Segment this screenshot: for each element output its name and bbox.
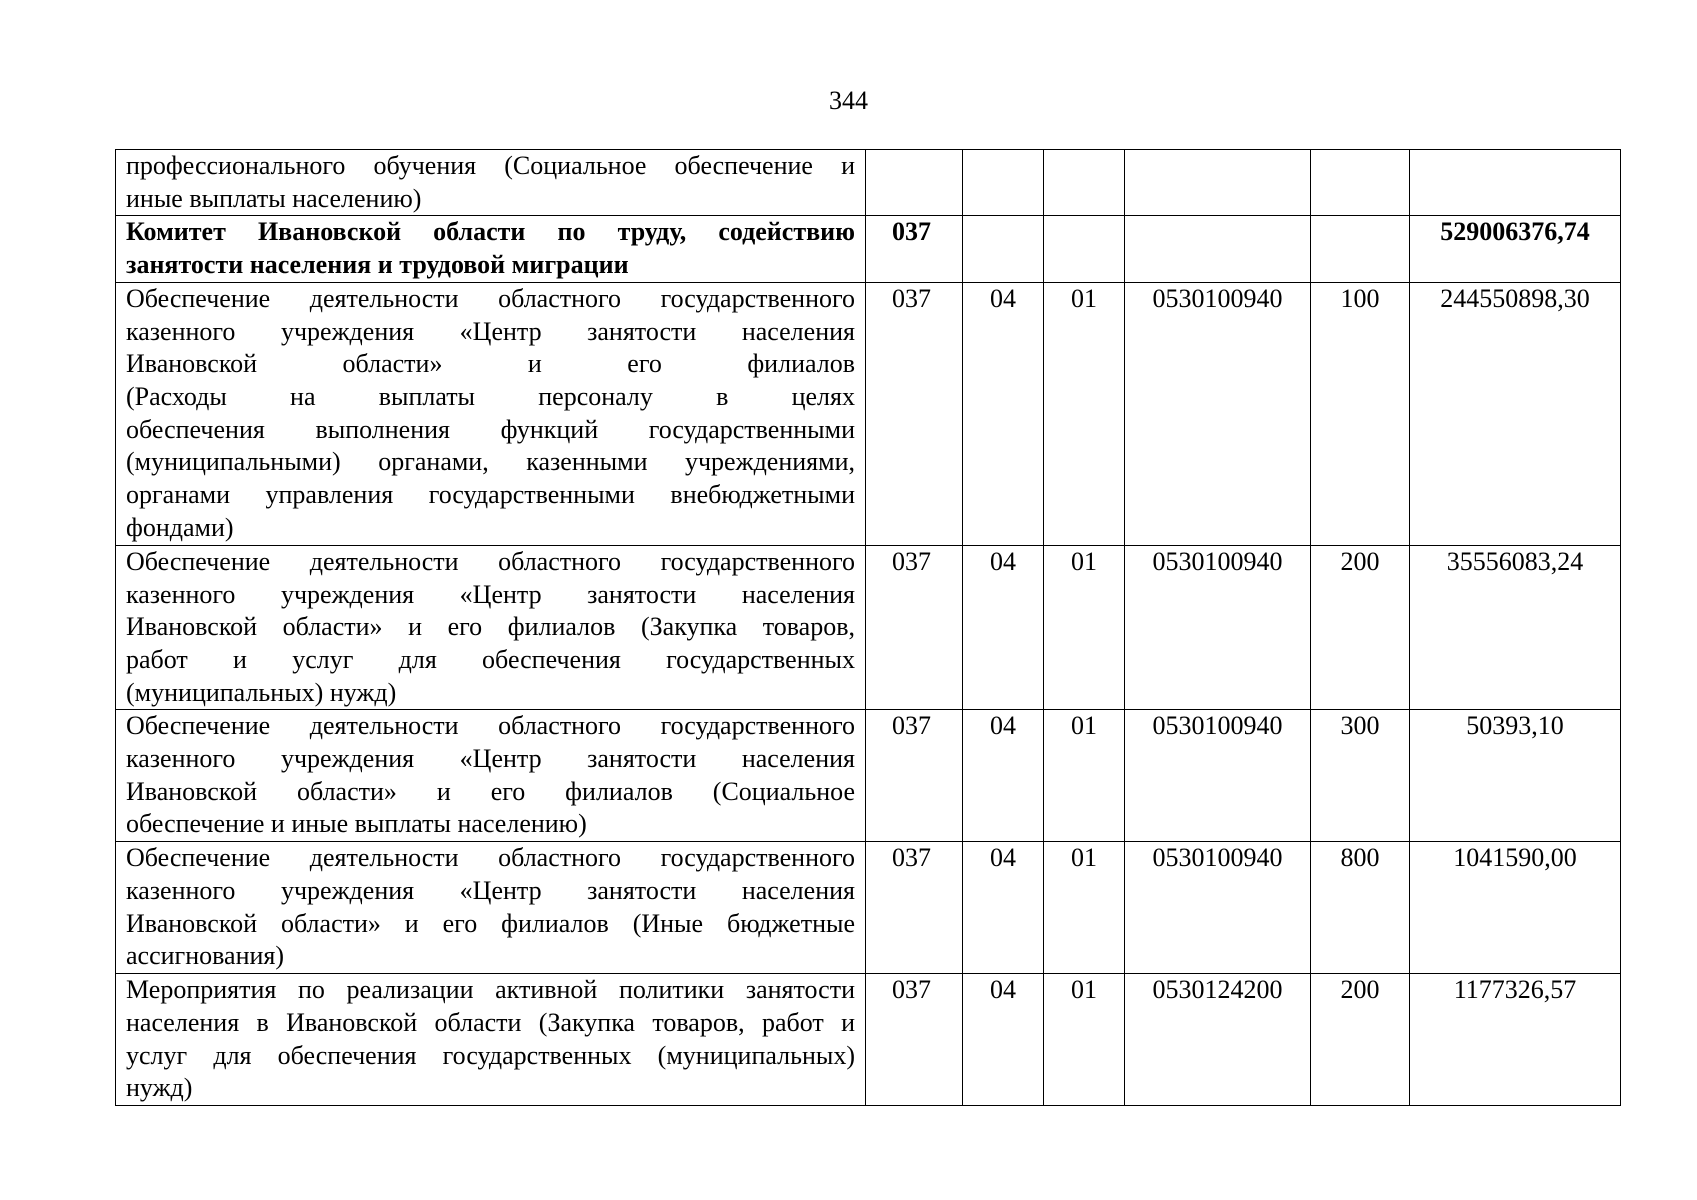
row-name-line: Ивановской области» и его филиалов (Социальное bbox=[126, 776, 855, 806]
row-name-line: Мероприятия по реализации активной политики занятости bbox=[126, 975, 855, 1005]
subsection-cell: 01 bbox=[1044, 710, 1125, 842]
row-name-line: Комитет Ивановской области по труду, содействию bbox=[126, 217, 855, 247]
row-name-line: профессионального обучения (Социальное обеспечение и bbox=[126, 151, 855, 180]
target-article-cell: 0530100940 bbox=[1125, 842, 1311, 974]
table-row bbox=[116, 710, 1621, 842]
expense-type-cell: 200 bbox=[1311, 545, 1410, 710]
row-name-line: казенного учреждения «Центр занятости населения bbox=[126, 876, 855, 906]
row-name-line: населения в Ивановской области (Закупка товаров, работ и bbox=[126, 1008, 855, 1038]
row-name-line: Ивановской области» и его филиалов (Иные бюджетные bbox=[126, 908, 855, 938]
row-name-line: фондами) bbox=[126, 512, 234, 542]
row-name-line: органами управления государственными внебюджетными bbox=[126, 480, 855, 510]
target-article-cell: 0530124200 bbox=[1125, 974, 1311, 1106]
ministry-code-cell: 037 bbox=[866, 842, 963, 974]
row-name-line: казенного учреждения «Центр занятости населения bbox=[126, 316, 855, 346]
section-cell bbox=[963, 216, 1044, 282]
table-body bbox=[116, 150, 1621, 1106]
row-name-cell bbox=[116, 282, 866, 545]
sum-cell: 244550898,30 bbox=[1410, 282, 1621, 545]
row-name-line: иные выплаты населению) bbox=[126, 183, 422, 213]
row-name-cell bbox=[116, 710, 866, 842]
expense-type-cell: 800 bbox=[1311, 842, 1410, 974]
ministry-code-cell: 037 bbox=[866, 710, 963, 842]
row-name-line: Обеспечение деятельности областного государственного bbox=[126, 283, 855, 313]
row-name-line: Обеспечение деятельности областного государственного bbox=[126, 711, 855, 741]
expense-type-cell bbox=[1311, 150, 1410, 216]
row-name-line: (муниципальных) нужд) bbox=[126, 677, 397, 707]
row-name-line: услуг для обеспечения государственных (муниципальных) bbox=[126, 1040, 855, 1070]
row-name-line: казенного учреждения «Центр занятости населения bbox=[126, 744, 855, 774]
ministry-code-cell: 037 bbox=[866, 545, 963, 710]
sum-cell: 1041590,00 bbox=[1410, 842, 1621, 974]
row-name-cell bbox=[116, 545, 866, 710]
row-name-line: (муниципальными) органами, казенными учреждениями, bbox=[126, 447, 855, 477]
subsection-cell bbox=[1044, 150, 1125, 216]
target-article-cell: 0530100940 bbox=[1125, 710, 1311, 842]
expense-type-cell: 100 bbox=[1311, 282, 1410, 545]
row-name-line: занятости населения и трудовой миграции bbox=[126, 250, 629, 280]
ministry-code-cell: 037 bbox=[866, 282, 963, 545]
row-name-line: Ивановской области» и его филиалов bbox=[126, 349, 855, 379]
target-article-cell: 0530100940 bbox=[1125, 545, 1311, 710]
section-cell: 04 bbox=[963, 710, 1044, 842]
section-cell: 04 bbox=[963, 545, 1044, 710]
page-number: 344 bbox=[829, 86, 868, 115]
section-cell: 04 bbox=[963, 974, 1044, 1106]
sum-cell: 35556083,24 bbox=[1410, 545, 1621, 710]
expense-type-cell: 300 bbox=[1311, 710, 1410, 842]
row-name-line: обеспечение и иные выплаты населению) bbox=[126, 809, 587, 839]
subsection-cell: 01 bbox=[1044, 842, 1125, 974]
row-name-line: (Расходы на выплаты персоналу в целях bbox=[126, 381, 855, 411]
row-name-line: казенного учреждения «Центр занятости населения bbox=[126, 579, 855, 609]
ministry-code-cell: 037 bbox=[866, 974, 963, 1106]
section-cell bbox=[963, 150, 1044, 216]
table-row bbox=[116, 282, 1621, 545]
table-row bbox=[116, 545, 1621, 710]
row-name-cell bbox=[116, 842, 866, 974]
section-cell: 04 bbox=[963, 282, 1044, 545]
ministry-code-cell bbox=[866, 150, 963, 216]
expense-type-cell: 200 bbox=[1311, 974, 1410, 1106]
row-name-cell bbox=[116, 216, 866, 282]
table-row bbox=[116, 150, 1621, 216]
ministry-code-cell: 037 bbox=[866, 216, 963, 282]
sum-cell: 1177326,57 bbox=[1410, 974, 1621, 1106]
row-name-line: ассигнования) bbox=[126, 941, 285, 971]
row-name-line: Обеспечение деятельности областного государственного bbox=[126, 546, 855, 576]
subsection-cell bbox=[1044, 216, 1125, 282]
sum-cell: 50393,10 bbox=[1410, 710, 1621, 842]
target-article-cell bbox=[1125, 150, 1311, 216]
table-row bbox=[116, 842, 1621, 974]
row-name-line: работ и услуг для обеспечения государственных bbox=[126, 644, 855, 674]
row-name-cell bbox=[116, 974, 866, 1106]
row-name-line: Ивановской области» и его филиалов (Закупка товаров, bbox=[126, 612, 855, 642]
budget-table bbox=[115, 149, 1621, 1106]
subsection-cell: 01 bbox=[1044, 545, 1125, 710]
row-name-cell bbox=[116, 150, 866, 216]
subsection-cell: 01 bbox=[1044, 974, 1125, 1106]
sum-cell bbox=[1410, 150, 1621, 216]
row-name-line: Обеспечение деятельности областного государственного bbox=[126, 843, 855, 873]
subsection-cell: 01 bbox=[1044, 282, 1125, 545]
row-name-line: обеспечения выполнения функций государственными bbox=[126, 414, 855, 444]
section-cell: 04 bbox=[963, 842, 1044, 974]
table-row bbox=[116, 974, 1621, 1106]
sum-cell: 529006376,74 bbox=[1410, 216, 1621, 282]
target-article-cell: 0530100940 bbox=[1125, 282, 1311, 545]
row-name-line: нужд) bbox=[126, 1073, 193, 1103]
target-article-cell bbox=[1125, 216, 1311, 282]
expense-type-cell bbox=[1311, 216, 1410, 282]
table-row bbox=[116, 216, 1621, 282]
